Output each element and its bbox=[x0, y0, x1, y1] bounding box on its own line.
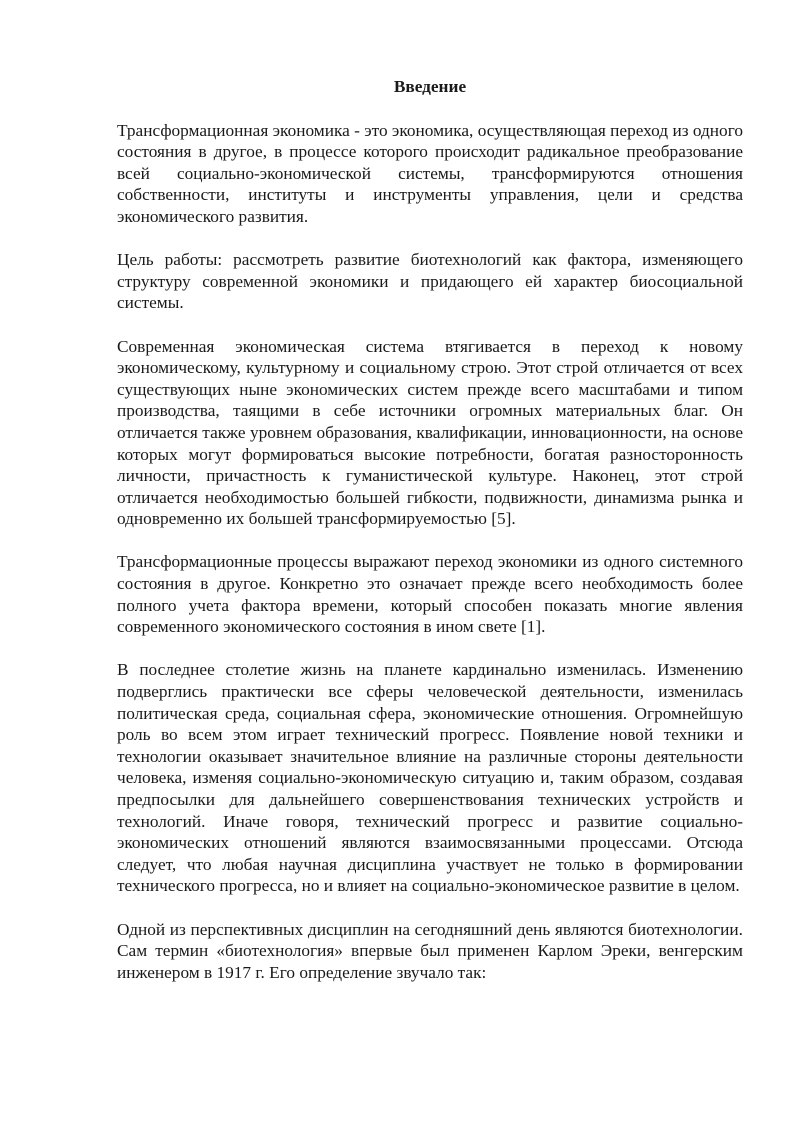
document-title: Введение bbox=[393, 77, 467, 96]
paragraph-6: Одной из перспективных дисциплин на сегодняшний день являются биотехнологии. Сам термин «биотехнология» впервые был применен Карлом Эреки, венгерским инженером в 1917 г. Его определение звучало так: bbox=[117, 919, 743, 982]
document-body bbox=[117, 76, 743, 983]
paragraph-3: Современная экономическая система втягивается в переход к новому экономическому, культурному и социальному строю. Этот строй отличается от всех существующих ныне экономических систем прежде всего масштабами и типом производства, таящими в себе источники огромных материальных благ. Он отличается также уровнем образования, квалификации, инновационности, на основе которых могут формироваться высокие потребности, богатая разносторонность личности, причастность к гуманистической культуре. Наконец, этот строй отличается необходимостью большей гибкости, подвижности, динамизма рынка и одновременно их большей трансформируемостью [5]. bbox=[117, 336, 743, 529]
paragraph-4: Трансформационные процессы выражают переход экономики из одного системного состояния в другое. Конкретно это означает прежде всего необходимость более полного учета фактора времени, который способен показать многие явления современного экономического состояния в ином свете [1]. bbox=[117, 552, 743, 637]
paragraph-5: В последнее столетие жизнь на планете кардинально изменилась. Изменению подверглись практически все сферы человеческой деятельности, изменилась политическая среда, социальная сфера, экономические отношения. Огромнейшую роль во всем этом играет технический прогресс. Появление новой техники и технологии оказывает значительное влияние на различные стороны деятельности человека, изменяя социально-экономическую ситуацию и, таким образом, создавая предпосылки для дальнейшего совершенствования технических устройств и технологий. Иначе говоря, технический прогресс и развитие социально-экономических отношений являются взаимосвязанными процессами. Отсюда следует, что любая научная дисциплина участвует не только в формировании технического прогресса, но и влияет на социально-экономическое развитие в целом. bbox=[117, 660, 743, 896]
paragraph-2: Цель работы: рассмотреть развитие биотехнологий как фактора, изменяющего структуру современной экономики и придающего ей характер биосоциальной системы. bbox=[117, 250, 743, 313]
paragraph-1: Трансформационная экономика - это экономика, осуществляющая переход из одного состояния в другое, в процессе которого происходит радикальное преобразование всей социально-экономической системы, трансформируются отношения собственности, институты и инструменты управления, цели и средства экономического развития. bbox=[117, 120, 743, 226]
